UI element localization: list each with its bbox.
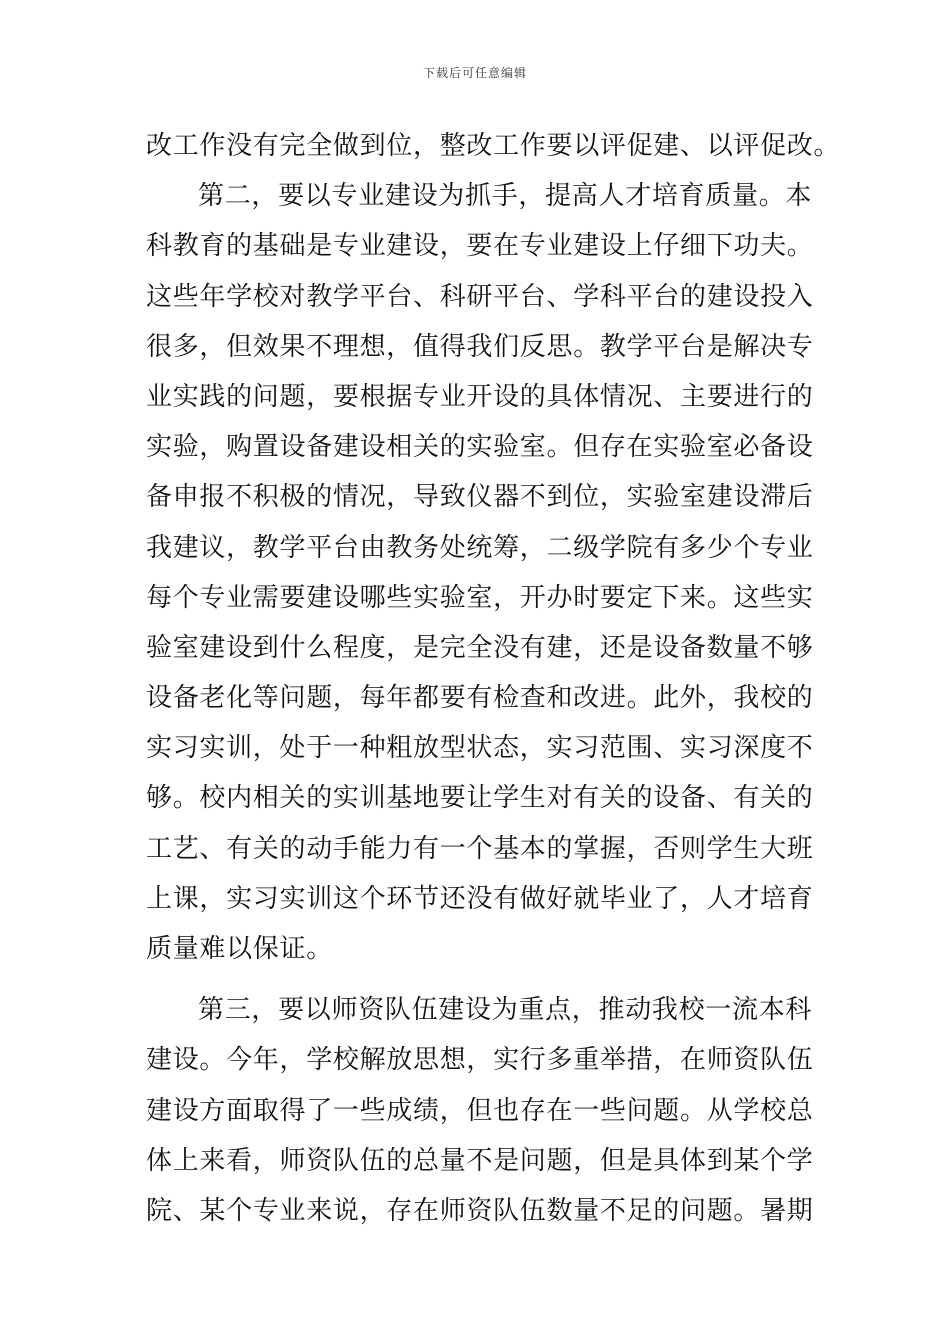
text-line: 很多，但效果不理想，值得我们反思。教学平台是解决专 xyxy=(146,331,814,362)
text-line: 建设。今年，学校解放思想，实行多重举措，在师资队伍 xyxy=(146,1045,814,1076)
text-line: 实验，购置设备建设相关的实验室。但存在实验室必备设 xyxy=(146,432,814,463)
text-line: 我建议，教学平台由教务处统筹，二级学院有多少个专业 xyxy=(146,532,814,563)
text-line: 质量难以保证。 xyxy=(146,934,333,964)
text-line: 建设方面取得了一些成绩，但也存在一些问题。从学校总 xyxy=(146,1095,814,1126)
text-line: 够。校内相关的实训基地要让学生对有关的设备、有关的 xyxy=(146,783,814,814)
text-line: 改工作没有完全做到位，整改工作要以评促建、以评促改。 xyxy=(146,131,841,161)
text-line: 科教育的基础是专业建设，要在专业建设上仔细下功夫。 xyxy=(146,231,814,262)
text-line: 工艺、有关的动手能力有一个基本的掌握，否则学生大班 xyxy=(146,833,814,864)
text-line: 设备老化等问题，每年都要有检查和改进。此外，我校的 xyxy=(146,683,814,714)
paragraph-first-line: 第二，要以专业建设为抓手，提高人才培育质量。本 xyxy=(198,181,813,212)
page-header: 下载后可任意编辑 xyxy=(422,66,527,80)
text-line: 每个专业需要建设哪些实验室，开办时要定下来。这些实 xyxy=(146,582,814,613)
text-line: 这些年学校对教学平台、科研平台、学科平台的建设投入 xyxy=(146,281,814,312)
text-line: 验室建设到什么程度，是完全没有建，还是设备数量不够 xyxy=(146,632,814,663)
text-line: 体上来看，师资队伍的总量不是问题，但是具体到某个学 xyxy=(146,1145,814,1176)
text-line: 上课，实习实训这个环节还没有做好就毕业了，人才培育 xyxy=(146,883,814,914)
document-body xyxy=(146,121,841,1236)
text-line: 业实践的问题，要根据专业开设的具体情况、主要进行的 xyxy=(146,381,814,412)
text-line: 备申报不积极的情况，导致仪器不到位，实验室建设滞后 xyxy=(146,482,814,513)
text-line: 院、某个专业来说，存在师资队伍数量不足的问题。暑期 xyxy=(146,1195,814,1226)
text-line: 实习实训，处于一种粗放型状态，实习范围、实习深度不 xyxy=(146,733,814,764)
paragraph-first-line: 第三，要以师资队伍建设为重点，推动我校一流本科 xyxy=(198,995,813,1026)
